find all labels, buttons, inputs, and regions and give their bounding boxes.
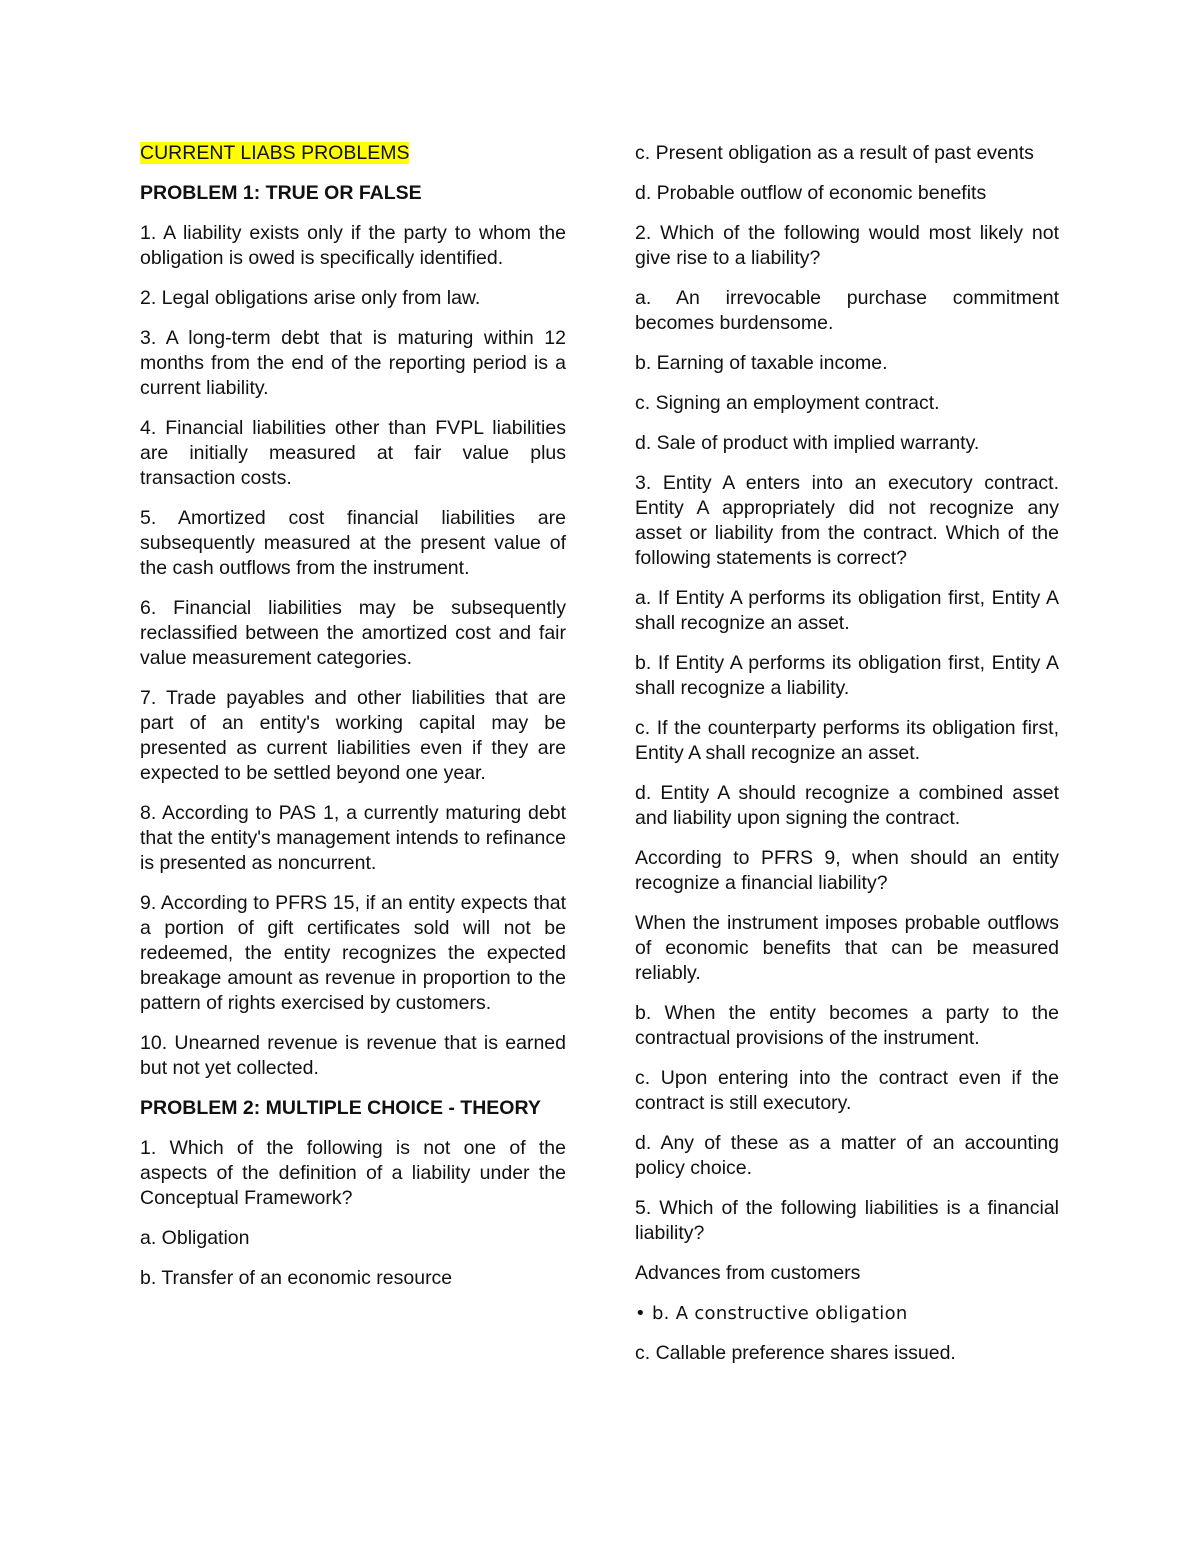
mc-q1-option-c: c. Present obligation as a result of past events	[635, 142, 1034, 164]
document-title-line	[140, 141, 566, 166]
tf-item-6: 6. Financial liabilities may be subsequently reclassified between the amortized cost and fair value measurement categories.	[140, 597, 566, 669]
mc-q3-option-d: d. Entity A should recognize a combined asset and liability upon signing the contract.	[635, 782, 1059, 829]
tf-item-8: 8. According to PAS 1, a currently maturing debt that the entity's management intends to refinance is presented as noncurrent.	[140, 802, 566, 874]
mc-q3-question: 3. Entity A enters into an executory contract. Entity A appropriately did not recognize any asset or liability from the contract. Which of the following statements is correct?	[635, 472, 1059, 569]
document-title: CURRENT LIABS PROBLEMS	[140, 142, 410, 164]
tf-item-1: 1. A liability exists only if the party to whom the obligation is owed is specifically identified.	[140, 222, 566, 269]
mc-q2-option-b: b. Earning of taxable income.	[635, 352, 888, 374]
mc-q1-option-d: d. Probable outflow of economic benefits	[635, 182, 987, 204]
mc-q5-question: 5. Which of the following liabilities is a financial liability?	[635, 1197, 1059, 1244]
mc-q3-option-c: c. If the counterparty performs its obligation first, Entity A shall recognize an asset.	[635, 717, 1059, 764]
tf-item-3: 3. A long-term debt that is maturing within 12 months from the end of the reporting period is a current liability.	[140, 327, 566, 399]
mc-q4-option-d: d. Any of these as a matter of an accounting policy choice.	[635, 1132, 1059, 1179]
tf-item-7: 7. Trade payables and other liabilities that are part of an entity's working capital may be presented as current liabilities even if they are expected to be settled beyond one year.	[140, 687, 566, 784]
problem2-heading: PROBLEM 2: MULTIPLE CHOICE - THEORY	[140, 1097, 541, 1119]
mc-q3-option-b: b. If Entity A performs its obligation first, Entity A shall recognize a liability.	[635, 652, 1059, 699]
mc-q4-option-a: When the instrument imposes probable outflows of economic benefits that can be measured reliably.	[635, 912, 1059, 984]
mc-q2-option-c: c. Signing an employment contract.	[635, 392, 940, 414]
mc-q4-option-c: c. Upon entering into the contract even if the contract is still executory.	[635, 1067, 1059, 1114]
mc-q3-option-a: a. If Entity A performs its obligation first, Entity A shall recognize an asset.	[635, 587, 1059, 634]
mc-q1-option-b: b. Transfer of an economic resource	[140, 1267, 453, 1289]
mc-q2-option-a: a. An irrevocable purchase commitment becomes burdensome.	[635, 287, 1059, 334]
mc-q5-option-b: • b. A constructive obligation	[635, 1303, 908, 1324]
tf-item-9: 9. According to PFRS 15, if an entity expects that a portion of gift certificates sold will not be redeemed, the entity recognizes the expected breakage amount as revenue in proportion to the pattern of rights exercised by customers.	[140, 892, 566, 1014]
mc-q1-option-a: a. Obligation	[140, 1227, 250, 1249]
mc-q5-option-a: Advances from customers	[635, 1262, 861, 1284]
problem1-heading: PROBLEM 1: TRUE OR FALSE	[140, 182, 422, 204]
mc-q4-option-b: b. When the entity becomes a party to the contractual provisions of the instrument.	[635, 1002, 1059, 1049]
tf-item-5: 5. Amortized cost financial liabilities are subsequently measured at the present value of the cash outflows from the instrument.	[140, 507, 566, 579]
mc-q2-option-d: d. Sale of product with implied warranty.	[635, 432, 980, 454]
mc-q2-question: 2. Which of the following would most likely not give rise to a liability?	[635, 222, 1059, 269]
right-column	[635, 141, 1059, 1381]
mc-q4-question: According to PFRS 9, when should an entity recognize a financial liability?	[635, 847, 1059, 894]
mc-q1-question: 1. Which of the following is not one of the aspects of the definition of a liability under the Conceptual Framework?	[140, 1137, 566, 1209]
left-column	[140, 141, 566, 1306]
tf-item-2: 2. Legal obligations arise only from law.	[140, 287, 481, 309]
tf-item-4: 4. Financial liabilities other than FVPL liabilities are initially measured at fair value plus transaction costs.	[140, 417, 566, 489]
tf-item-10: 10. Unearned revenue is revenue that is earned but not yet collected.	[140, 1032, 566, 1079]
mc-q5-option-c: c. Callable preference shares issued.	[635, 1342, 956, 1364]
